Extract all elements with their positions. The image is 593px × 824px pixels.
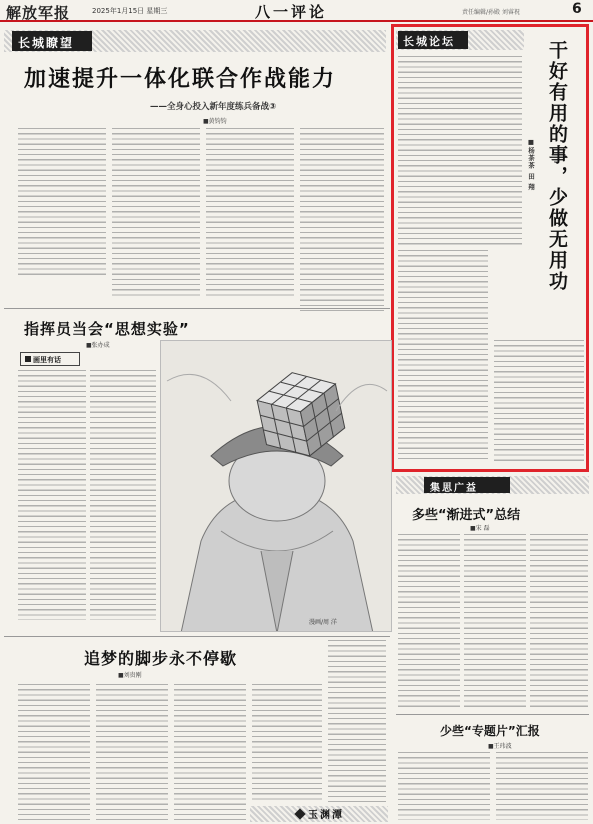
subhead-huali-youhua xyxy=(20,352,80,366)
illustration-caption: 漫画/周 洋 xyxy=(309,619,337,626)
page-number: 6 xyxy=(572,1,582,17)
headline-instructor: 指挥员当会“思想实验” xyxy=(24,320,190,338)
dream-body-col3 xyxy=(174,684,246,820)
headline-dream: 追梦的脚步永不停歇 xyxy=(84,649,238,668)
dream-body-col5 xyxy=(328,640,386,802)
featured-body-top xyxy=(398,56,522,246)
featured-body-right xyxy=(494,340,584,462)
section-title: 八一评论 xyxy=(255,3,328,21)
zhuantipian-body-col2 xyxy=(496,752,588,820)
jisi-body-col2 xyxy=(464,534,526,708)
cartoon-illustration xyxy=(160,340,392,632)
editors-line: 责任编辑/孙殿 刘睿祝 xyxy=(462,9,520,16)
yuyuantan-label: 玉渊潭 xyxy=(308,810,344,821)
divider-top xyxy=(4,308,390,309)
body-text-col2 xyxy=(112,128,200,298)
headline-joint-ops: 加速提升一体化联合作战能力 xyxy=(24,67,337,92)
divider-jisi xyxy=(396,714,589,715)
masthead xyxy=(0,0,593,22)
author-zhuantipian: ■王玮波 xyxy=(488,743,512,750)
column-name-changcheng-luntan: 长城论坛 xyxy=(398,31,468,49)
headline-jianjinshi: 多些“渐进式”总结 xyxy=(412,508,521,523)
newspaper-logo: 解放军报 xyxy=(6,4,71,22)
featured-headline: 干好有用的事，少做无用功 xyxy=(546,40,568,292)
author-dream: ■刘贵刚 xyxy=(118,672,142,679)
issue-date: 2025年1月15日 星期三 xyxy=(92,7,168,15)
body-text-col4 xyxy=(300,128,384,314)
column-name-yuyuantan xyxy=(296,806,344,821)
author-jianjinshi: ■宋 磊 xyxy=(470,525,490,532)
body-text-col3 xyxy=(206,128,294,298)
zhuantipian-body-col1 xyxy=(398,752,490,820)
divider-bottom xyxy=(4,636,390,637)
instructor-body-col2 xyxy=(90,370,156,620)
featured-body-left xyxy=(398,250,488,462)
instructor-body-col1 xyxy=(18,370,86,620)
dream-body-col4 xyxy=(252,684,322,802)
featured-author: ■杨茶茶 田 翔 xyxy=(527,138,535,192)
soldier-cube-drawing xyxy=(161,341,392,632)
body-text-col1 xyxy=(18,128,106,276)
headline-zhuantipian: 少些“专题片”汇报 xyxy=(440,724,540,738)
column-name-jisi-guangyi: 集思广益 xyxy=(424,477,510,493)
subhead-label: 画里有话 xyxy=(33,356,61,364)
dream-body-col2 xyxy=(96,684,168,820)
author-joint-ops: ■黄钧钧 xyxy=(203,118,227,125)
jisi-body-col1 xyxy=(398,534,460,708)
diamond-bullet-icon xyxy=(294,808,305,819)
column-name-changcheng-liaowang: 长城瞭望 xyxy=(12,31,92,51)
square-bullet-icon xyxy=(25,356,31,362)
author-instructor: ■张办成 xyxy=(86,342,110,349)
jisi-body-col3 xyxy=(530,534,588,708)
dream-body-col1 xyxy=(18,684,90,820)
subtitle-training: ——全身心投入新年度练兵备战③ xyxy=(150,102,277,112)
